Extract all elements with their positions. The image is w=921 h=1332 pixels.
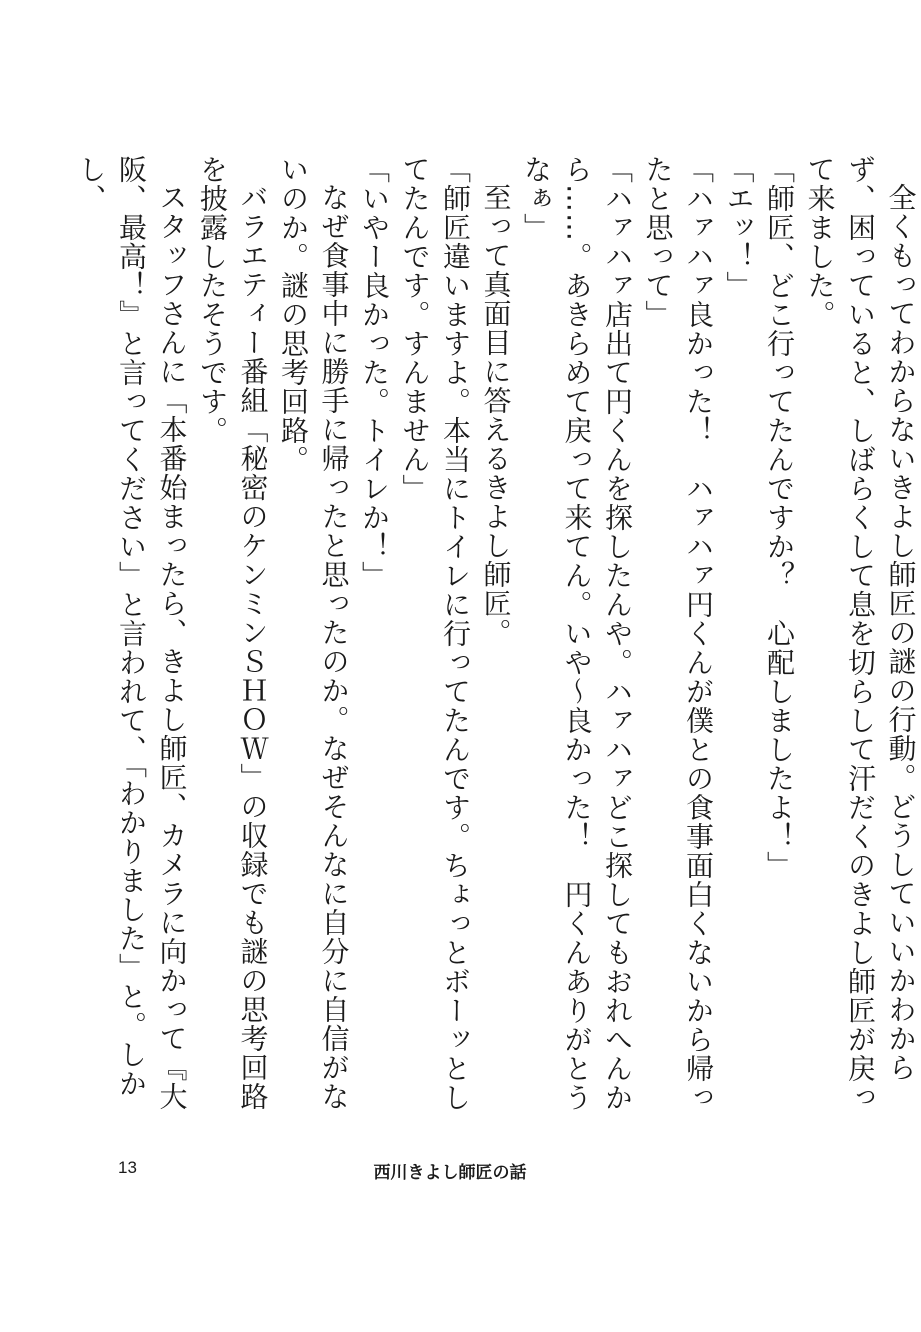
page-footer bbox=[0, 1158, 900, 1188]
paragraph: 「いやー良かった。トイレか！」 bbox=[358, 155, 391, 590]
page-number: 13 bbox=[118, 1158, 137, 1177]
paragraph: バラエティー番組「秘密のケンミンＳＨＯＷ」の収録でも謎の思考回路を披露したそうです。 bbox=[196, 155, 270, 1111]
paragraph: 「ハァハァ店出て円くんを探したんや。ハァハァどこ探してもおれへんから……。あきらめて戻って来てん。いや～良かった！ 円くんありがとうなぁ」 bbox=[520, 155, 634, 1112]
paragraph: 至って真面目に答えるきよし師匠。 bbox=[479, 183, 513, 647]
paragraph: 「師匠違いますよ。本当にトイレに行ってたんです。ちょっとボーッとしてたんです。すんません」 bbox=[398, 155, 472, 1112]
paragraph: 「師匠、どこ行ってたんですか？ 心配しましたよ！」 bbox=[763, 155, 796, 880]
running-title: 西川きよし師匠の話 bbox=[373, 1163, 527, 1183]
paragraph: 「エッ！」 bbox=[722, 155, 756, 300]
paragraph: 「ハァハァ良かった！ ハァハァ円くんが僕との食事面白くないから帰ったと思って」 bbox=[641, 155, 715, 1112]
vertical-text-column bbox=[70, 155, 921, 1115]
paragraph: スタッフさんに「本番始まったら、きよし師匠、カメラに向かって『大阪、最高！』と言ってください」と言われて、「わかりました」と。しかし、 bbox=[74, 155, 189, 1111]
paragraph: 全くもってわからないきよし師匠の謎の行動。どうしていいかわからず、困っていると、しばらくして息を切らして汗だくのきよし師匠が戻って来ました。 bbox=[803, 155, 918, 1112]
paragraph: なぜ食事中に勝手に帰ったと思ったのか。なぜそんなに自分に自信がないのか。謎の思考回路。 bbox=[277, 155, 351, 1111]
body-text bbox=[70, 155, 918, 1115]
